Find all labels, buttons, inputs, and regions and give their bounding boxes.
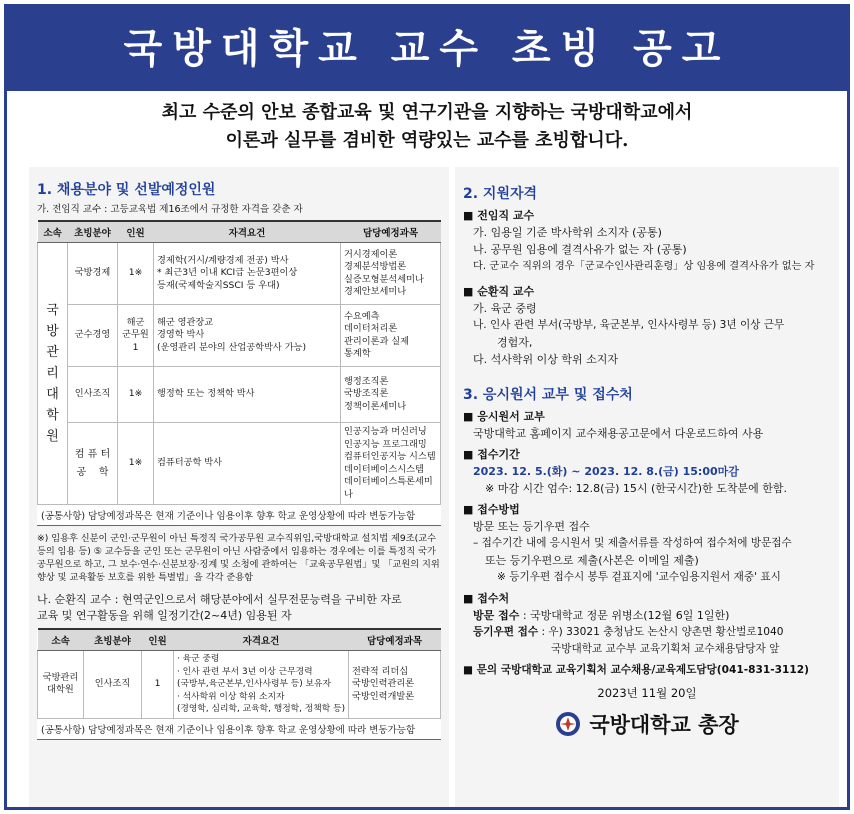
header-field: 초빙분야 (84, 629, 142, 651)
affiliation-cell (38, 243, 68, 505)
section1-sub-a: 가. 전임직 교수 : 고등교육법 제16조에서 규정한 자격을 갖춘 자 (37, 204, 303, 215)
header-courses: 담당예정과목 (341, 221, 441, 243)
table-row (38, 651, 441, 719)
period-heading: ■ 접수기간 (463, 448, 520, 461)
fulltime-item: 다. 군교수 직위의 경우「군교수인사관리훈령」상 임용에 결격사유가 없는 자 (473, 261, 815, 272)
fulltime-heading: ■ 전임직 교수 (463, 209, 535, 222)
courses-cell: 거시경제이론 경제분석방법론 실증모형분석세미나 경제안보세미나 (341, 243, 441, 305)
header-requirement: 자격요건 (174, 629, 349, 651)
courses-cell: 인공지능과 머신러닝 인공지능 프로그래밍 컴퓨터인공지능 시스템 데이터베이스시스템 데이터베이스특론세미나 (341, 423, 441, 505)
table-row (38, 367, 441, 423)
notice-frame (4, 4, 850, 810)
affiliation-label: 국방관리대학원 (46, 303, 59, 444)
page-title: 국방대학교 교수 초빙 공고 (123, 26, 731, 72)
fulltime-table (37, 220, 441, 505)
field-cell: 컴 퓨 터 공 학 (68, 423, 118, 505)
field-cell: 인사조직 (68, 367, 118, 423)
field-cell: 국방경제 (68, 243, 118, 305)
mail-value: : 우) 33021 충청남도 논산시 양촌면 황산벌로1040 (538, 626, 784, 638)
rotation-item: 가. 육군 중령 (473, 302, 537, 315)
rotation-item: 나. 인사 관련 부서(국방부, 육군본부, 인사사령부 등) 3년 이상 근무 (473, 319, 785, 331)
visit-label: 방문 접수 (473, 609, 520, 622)
university-emblem-icon (555, 711, 581, 737)
requirement-cell: 경제학(거시/계량경제 전공) 박사 * 최근3년 이내 KCI급 논문3편이상 등재(국제학술지SSCI 등 우대) (154, 243, 341, 305)
table-header-row (38, 221, 441, 243)
notice-date: 2023년 11월 20일 (597, 686, 697, 700)
intro-line-1: 최고 수준의 안보 종합교육 및 연구기관을 지향하는 국방대학교에서 (161, 102, 693, 123)
table-header-row (38, 629, 441, 651)
common-note-2: (공통사항) 담당예정과목은 현재 기준이나 임용이후 향후 학교 운영상황에 따라 변동가능함 (37, 719, 441, 740)
contact-line: ■ 문의 국방대학교 교육기획처 교수채용/교육제도담당(041-831-3112) (463, 664, 809, 676)
method-detail: – 접수기간 내에 응시원서 및 제출서류를 작성하여 접수처에 방문접수 (473, 537, 792, 549)
period-text: 2023. 12. 5.(화) ~ 2023. 12. 8.(금) 15:00마감 (473, 465, 739, 478)
visit-value: : 국방대학교 정문 위병소(12월 6일 1일한) (519, 609, 730, 622)
method-detail-cont: 또는 등기우편으로 제출(사본은 이메일 제출) (485, 554, 699, 567)
mail-office-cont: 국방대학교 교수부 교육기획처 교수채용담당자 앞 (551, 643, 780, 655)
office-heading: ■ 접수처 (463, 592, 510, 605)
requirement-cell: 행정학 또는 정책학 박사 (154, 367, 341, 423)
signature-text: 국방대학교 총장 (589, 713, 739, 737)
courses-cell: 수요예측 데이터처리론 관리이론과 실제 통계학 (341, 305, 441, 367)
header-field: 초빙분야 (68, 221, 118, 243)
distribution-text: 국방대학교 홈페이지 교수채용공고문에서 다운로드하여 사용 (473, 427, 764, 440)
mail-label: 등기우편 접수 (473, 626, 539, 638)
header-count: 인원 (142, 629, 174, 651)
affiliation-cell: 국방관리 대학원 (38, 651, 84, 719)
fulltime-item: 가. 임용일 기준 박사학위 소지자 (공통) (473, 226, 662, 239)
count-cell: 1※ (118, 367, 154, 423)
visit-office (463, 607, 831, 624)
deadline-note: ※ 마감 시간 엄수: 12.8(금) 15시 (한국시간)한 도착분에 한함. (485, 482, 787, 495)
method-heading: ■ 접수방법 (463, 503, 520, 516)
count-cell: 해군 군무원 1 (118, 305, 154, 367)
courses-cell: 행정조직론 국방조직론 정책이론세미나 (341, 367, 441, 423)
field-cell: 군수경영 (68, 305, 118, 367)
header-affiliation: 소속 (38, 221, 68, 243)
section2-title: 2. 지원자격 (463, 186, 538, 202)
distribution-heading: ■ 응시원서 교부 (463, 410, 545, 423)
intro-line-2: 이론과 실무를 겸비한 역량있는 교수를 초빙합니다. (225, 130, 629, 151)
section1-title: 1. 채용분야 및 선발예정인원 (37, 182, 216, 198)
method-text: 방문 또는 등기우편 접수 (473, 520, 590, 533)
section3-title: 3. 응시원서 교부 및 접수처 (463, 387, 633, 403)
signature (463, 709, 831, 739)
intro-text (7, 99, 847, 155)
right-panel (455, 167, 839, 807)
courses-cell: 전략적 리더십 국방인력관리론 국방인력개발론 (349, 651, 441, 719)
count-cell: 1※ (118, 423, 154, 505)
left-panel (29, 167, 449, 807)
rotation-heading: ■ 순환직 교수 (463, 285, 535, 298)
requirement-cell: · 육군 중령 · 인사 관련 부서 3년 이상 근무경력 (국방부,육군본부,인사사령부 등) 보유자 · 석사학위 이상 학위 소지자 (경영학, 심리학, 교육학, 행정학, 정책학 등) (174, 651, 349, 719)
star-note: ※) 임용후 신분이 군인·군무원이 아닌 특정직 국가공무원 교수직위임,국방대학교 설치법 제9조(교수등의 임용 등) ⑤ 교수등을 군인 또는 군무원이 아닌 사람중에서 임용하는 경우에는 이를 특정직 국가공무원으로 하고, 그 보수·연수·신분보장·징계 및 소청에 관하여는 「교육공무원법」및 「교원의 지위향상 및 교육활동 보호를 위한 특별법」을 각각 준용함 (37, 533, 440, 583)
mail-note: ※ 등기우편 접수시 봉투 겉표지에 '교수임용지원서 재중' 표시 (497, 571, 781, 583)
header-affiliation: 소속 (38, 629, 84, 651)
mail-office (463, 624, 831, 641)
fulltime-item: 나. 공무원 임용에 결격사유가 없는 자 (공통) (473, 243, 687, 256)
title-banner (7, 7, 847, 91)
header-count: 인원 (118, 221, 154, 243)
table-row (38, 305, 441, 367)
count-cell: 1※ (118, 243, 154, 305)
rotation-table (37, 628, 441, 719)
section1-sub-b: 나. 순환직 교수 : 현역군인으로서 해당분야에서 실무전문능력을 구비한 자로 교육 및 연구활동을 위해 일정기간(2~4년) 임용된 자 (37, 593, 402, 622)
table-row (38, 243, 441, 305)
count-cell: 1 (142, 651, 174, 719)
header-requirement: 자격요건 (154, 221, 341, 243)
rotation-item: 다. 석사학위 이상 학위 소지자 (473, 353, 618, 366)
header-courses: 담당예정과목 (349, 629, 441, 651)
common-note: (공통사항) 담당예정과목은 현재 기준이나 임용이후 향후 학교 운영상황에 따라 변동가능함 (37, 505, 441, 526)
table-row (38, 423, 441, 505)
requirement-cell: 해군 영관장교 경영학 박사 (운영관리 분야의 산업공학박사 가능) (154, 305, 341, 367)
requirement-cell: 컴퓨터공학 박사 (154, 423, 341, 505)
rotation-item-cont: 경험자, (497, 336, 533, 349)
field-cell: 인사조직 (84, 651, 142, 719)
